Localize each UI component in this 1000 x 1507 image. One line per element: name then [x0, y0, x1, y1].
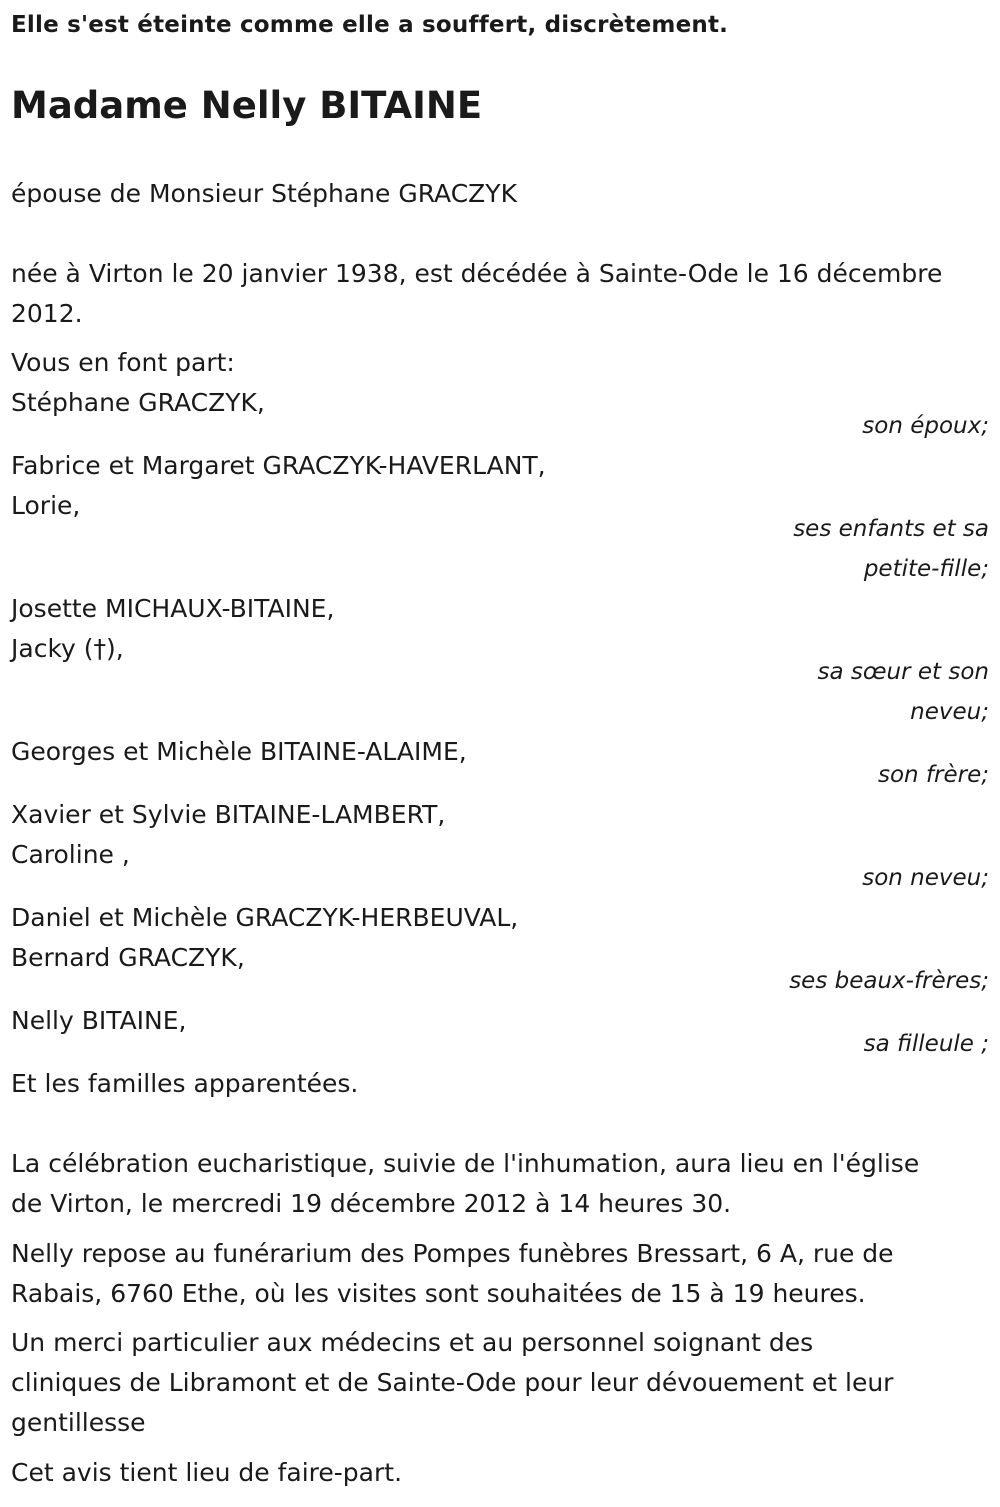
family-name: Stéphane GRACZYK, — [11, 388, 265, 417]
family-name: Josette MICHAUX-BITAINE, — [11, 594, 335, 623]
funeral-home-line-2: Rabais, 6760 Ethe, où les visites sont souhaitées de 15 à 19 heures. — [11, 1279, 866, 1308]
family-relation: petite-fille; — [863, 556, 989, 582]
birth-death-line-2: 2012. — [11, 299, 83, 328]
funeral-home-line-1: Nelly repose au funérarium des Pompes funèbres Bressart, 6 A, rue de — [11, 1239, 894, 1268]
family-relation: son neveu; — [862, 865, 989, 891]
thanks-line-3: gentillesse — [11, 1408, 146, 1437]
closing-line: Cet avis tient lieu de faire-part. — [11, 1458, 403, 1487]
opening-quote: Elle s'est éteinte comme elle a souffert, discrètement. — [11, 12, 729, 38]
family-relation: son époux; — [862, 413, 989, 439]
family-name: Jacky (†), — [11, 634, 124, 663]
family-name: Lorie, — [11, 491, 81, 520]
families-line: Et les familles apparentées. — [11, 1069, 359, 1098]
deceased-name: Madame Nelly BITAINE — [11, 84, 483, 127]
family-relation: sa filleule ; — [863, 1031, 989, 1057]
birth-death-line-1: née à Virton le 20 janvier 1938, est décédée à Sainte-Ode le 16 décembre — [11, 259, 943, 288]
ceremony-line-1: La célébration eucharistique, suivie de l'inhumation, aura lieu en l'église — [11, 1149, 920, 1178]
thanks-line-1: Un merci particulier aux médecins et au personnel soignant des — [11, 1328, 814, 1357]
family-name: Fabrice et Margaret GRACZYK-HAVERLANT, — [11, 451, 546, 480]
family-relation: ses beaux-frères; — [789, 968, 989, 994]
spouse-line: épouse de Monsieur Stéphane GRACZYK — [11, 179, 517, 208]
family-relation: neveu; — [910, 699, 989, 725]
family-relation: sa sœur et son — [817, 659, 989, 685]
family-relation: son frère; — [877, 762, 989, 788]
ceremony-line-2: de Virton, le mercredi 19 décembre 2012 à 14 heures 30. — [11, 1189, 732, 1218]
thanks-line-2: cliniques de Libramont et de Sainte-Ode pour leur dévouement et leur — [11, 1368, 894, 1397]
family-name: Daniel et Michèle GRACZYK-HERBEUVAL, — [11, 903, 519, 932]
family-name: Xavier et Sylvie BITAINE-LAMBERT, — [11, 800, 446, 829]
family-name: Nelly BITAINE, — [11, 1006, 187, 1035]
family-name: Bernard GRACZYK, — [11, 943, 245, 972]
family-name: Caroline , — [11, 840, 130, 869]
family-relation: ses enfants et sa — [793, 516, 989, 542]
family-name: Georges et Michèle BITAINE-ALAIME, — [11, 737, 467, 766]
announce-line: Vous en font part: — [11, 348, 235, 377]
